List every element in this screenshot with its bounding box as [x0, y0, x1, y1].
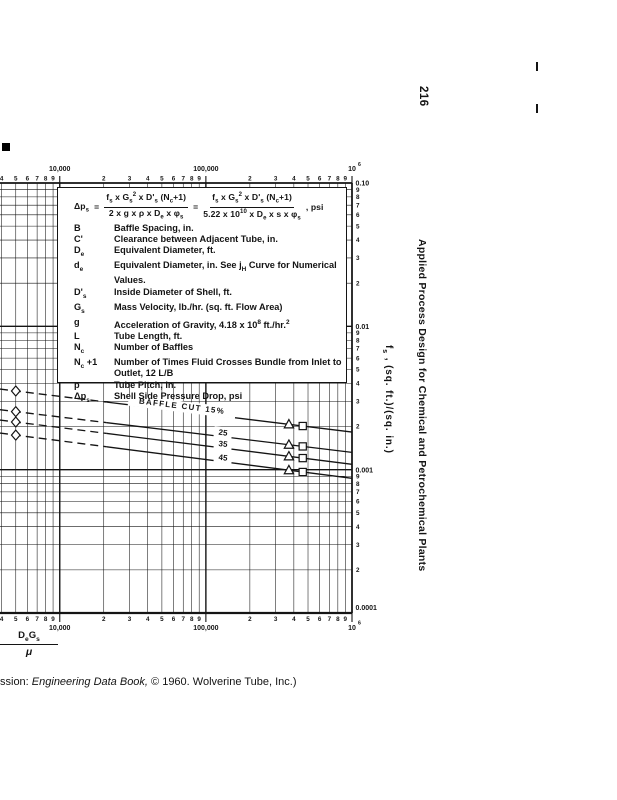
y-tick-label: 9 [356, 473, 360, 481]
x-tick-label: 2 [101, 616, 106, 623]
x-tick-label: 6 [25, 175, 30, 183]
equals-sign: = [94, 202, 100, 212]
symbol-row [74, 302, 342, 317]
x-tick-label: 4 [0, 616, 4, 623]
symbol-description: Tube Length, ft. [114, 331, 183, 341]
x-decade-label: 10 [348, 625, 356, 632]
y-tick-label: 4 [356, 237, 360, 245]
symbol-row [74, 391, 342, 406]
symbol-row [74, 342, 342, 357]
x-tick-label: 9 [197, 616, 201, 623]
fraction-2-denominator: 5.22 x $10^{10}$ x $D_e$ x s x $\varphi_s$ [203, 208, 301, 222]
symbol-row [74, 380, 342, 391]
y-tick-label: 8 [356, 194, 360, 202]
symbol-row [74, 331, 342, 342]
y-decade-label: 0.10 [355, 180, 370, 188]
equation-lhs: $\Delta p_s$ [74, 200, 90, 214]
y-tick-label: 6 [356, 355, 360, 363]
x-tick-label: 8 [336, 175, 340, 183]
x-tick-label: 7 [327, 175, 332, 183]
symbol-description: Equivalent Diameter, ft. [114, 245, 216, 256]
x-tick-label: 9 [51, 616, 55, 623]
x-tick-label: 5 [14, 616, 18, 623]
symbol-description: Number of Times Fluid Crosses Bundle from Inlet to Outlet, 12 L/B [114, 357, 342, 379]
x-tick-label: 2 [101, 175, 106, 183]
x-tick-label: 6 [171, 616, 176, 623]
x-tick-label: 3 [273, 175, 278, 183]
x-tick-label: 4 [145, 175, 150, 183]
x-decade-label: 100,000 [193, 625, 219, 632]
x-tick-label: 5 [14, 175, 18, 183]
symbol: g [74, 316, 80, 327]
x-tick-label: 3 [273, 616, 278, 623]
x-tick-label: 7 [327, 616, 332, 623]
symbol-row [74, 317, 342, 331]
y-tick-label: 2 [356, 280, 360, 288]
symbol: $d_e$ [74, 260, 84, 274]
x-decade-label: 10,000 [49, 166, 71, 173]
x-tick-label: 2 [248, 616, 252, 623]
x-tick-label: 6 [25, 616, 30, 623]
x-decade-exponent: 6 [358, 620, 361, 627]
square-marker [299, 455, 306, 462]
symbol: $G_s$ [74, 301, 85, 315]
x-tick-label: 7 [35, 175, 39, 183]
fraction-2 [203, 192, 301, 222]
symbol-row [74, 223, 342, 234]
y-tick-label: 5 [356, 366, 360, 374]
x-decade-label: 100,000 [193, 166, 219, 173]
book-title: Applied Process Design for Chemical and Petrochemical Plants [416, 239, 428, 572]
symbol-row [74, 234, 342, 245]
symbol-description: Equivalent Diameter, in. See $j_H$ Curve for Numerical Values. [114, 260, 337, 286]
symbol: $\Delta p_s$ [74, 390, 90, 404]
symbol-description: Number of Baffles [114, 342, 194, 353]
x-tick-label: 6 [317, 616, 322, 623]
symbol-row [74, 287, 342, 302]
x-axis-label-numerator: $D_eG_s$ [18, 630, 40, 643]
diamond-marker [11, 430, 20, 440]
x-tick-label: 8 [43, 616, 48, 623]
symbol-description: Baffle Spacing, in. [114, 223, 194, 233]
fraction-2-numerator: $f_s$ x $G_s^2$ x $D'_s$ $(N_c+1)$ [210, 192, 294, 207]
symbol: C' [74, 234, 83, 245]
x-axis-label [0, 630, 58, 658]
y-tick-label: 5 [356, 223, 360, 231]
y-tick-label: 2 [356, 423, 360, 431]
x-tick-label: 4 [292, 616, 296, 623]
symbol-row [74, 260, 342, 286]
diamond-marker [11, 407, 20, 417]
svg-text:35: 35 [218, 439, 229, 450]
symbol-description: Mass Velocity, lb./hr. (sq. ft. Flow Area) [114, 301, 283, 312]
curve-label-baffle-cut-25 [213, 426, 232, 439]
fraction-1-denominator: 2 x g x ρ x $D_e$ x $\varphi_s$ [108, 207, 184, 221]
y-tick-label: 7 [356, 489, 360, 497]
y-tick-label: 7 [356, 345, 360, 353]
symbol-description: Inside Diameter of Shell, ft. [114, 286, 232, 297]
scan-artifact-square [2, 143, 10, 151]
square-marker [299, 422, 306, 429]
x-tick-label: 5 [306, 175, 310, 183]
x-tick-label: 7 [181, 616, 186, 623]
x-tick-label: 7 [35, 616, 39, 623]
svg-text:25: 25 [218, 427, 228, 438]
x-axis-label-denominator: μ [25, 645, 33, 658]
x-tick-label: 9 [343, 175, 348, 183]
margin-mark-icon [536, 62, 538, 71]
pressure-drop-equation [74, 191, 342, 223]
x-tick-label: 9 [197, 175, 201, 183]
x-tick-label: 3 [127, 175, 132, 183]
x-tick-label: 2 [248, 175, 252, 183]
x-tick-label: 9 [343, 616, 348, 623]
y-tick-label: 2 [356, 567, 360, 575]
diamond-marker [11, 417, 20, 427]
y-tick-label: 3 [356, 398, 360, 406]
x-decade-exponent: 6 [358, 162, 361, 168]
y-tick-label: 9 [356, 330, 360, 338]
square-marker [299, 443, 306, 450]
symbol: $D_e$ [74, 245, 85, 259]
x-tick-label: 8 [336, 616, 340, 623]
y-tick-label: 3 [356, 255, 360, 263]
equation-units: , psi [305, 202, 324, 212]
symbol-row [74, 357, 342, 379]
x-tick-label: 5 [306, 616, 310, 623]
svg-text:BAFFLE CUT 15%: BAFFLE CUT 15% [138, 396, 226, 416]
y-tick-label: 6 [356, 498, 360, 506]
x-tick-label: 4 [292, 175, 296, 183]
square-marker [299, 468, 306, 475]
x-tick-label: 3 [127, 616, 132, 623]
x-tick-label: 8 [189, 175, 194, 183]
symbol: $N_c$ [74, 342, 85, 356]
y-tick-label: 6 [356, 211, 360, 219]
x-decade-label: 10,000 [49, 625, 71, 632]
equals-sign: = [193, 202, 199, 212]
formula-legend-box [57, 187, 347, 404]
symbol: L [74, 331, 80, 341]
symbol-row [74, 245, 342, 260]
x-tick-label: 7 [181, 175, 186, 183]
symbol-description: Shell Side Pressure Drop, psi [114, 390, 243, 401]
y-tick-label: 8 [356, 480, 360, 488]
y-tick-label: 3 [356, 541, 360, 549]
y-tick-label: 4 [356, 523, 360, 531]
curve-label-baffle-cut-35 [213, 437, 232, 450]
x-tick-label: 4 [145, 616, 150, 623]
curve-label-baffle-cut-45 [213, 451, 232, 464]
x-tick-label: 6 [171, 175, 176, 183]
figure-caption: ssion: Engineering Data Book, © 1960. Wolverine Tube, Inc.) [0, 676, 297, 688]
x-decade-label: 10 [348, 166, 356, 173]
y-tick-label: 5 [356, 510, 360, 518]
diamond-marker [11, 386, 20, 396]
y-decade-label: 0.0001 [355, 605, 377, 612]
margin-mark-icon [536, 104, 538, 113]
symbol-description: Acceleration of Gravity, 4.18 x $10^8$ ft./hr.$^2$ [114, 318, 290, 330]
x-tick-label: 8 [189, 616, 194, 623]
y-decade-label: 0.01 [355, 323, 370, 331]
symbol: p [74, 379, 80, 390]
x-tick-label: 8 [43, 175, 48, 183]
y-axis-label: $f_s$ , (sq. ft.)/(sq. in.) [381, 345, 394, 454]
x-tick-label: 6 [317, 175, 322, 183]
fraction-1-numerator: $f_s$ x $G_s^2$ x $D'_s$ $(N_c+1)$ [104, 192, 188, 207]
symbol-description: Clearance between Adjacent Tube, in. [114, 234, 278, 245]
y-decade-label: 0.001 [355, 467, 374, 475]
x-tick-label: 5 [160, 616, 164, 623]
y-tick-label: 7 [356, 202, 360, 210]
fraction-1 [104, 192, 188, 221]
x-tick-label: 4 [0, 175, 4, 183]
x-tick-label: 9 [51, 175, 55, 183]
y-tick-label: 8 [356, 337, 360, 345]
symbol-description: Tube Pitch, in. [114, 379, 177, 390]
symbol: $N_c +1$ [74, 357, 98, 371]
y-tick-label: 4 [356, 380, 360, 388]
page-number: 216 [417, 86, 429, 107]
symbol: $D'_s$ [74, 286, 87, 300]
svg-text:45: 45 [218, 452, 229, 463]
symbol-legend [74, 223, 342, 406]
x-tick-label: 5 [160, 175, 164, 183]
symbol: B [74, 223, 81, 233]
y-tick-label: 9 [356, 186, 360, 194]
